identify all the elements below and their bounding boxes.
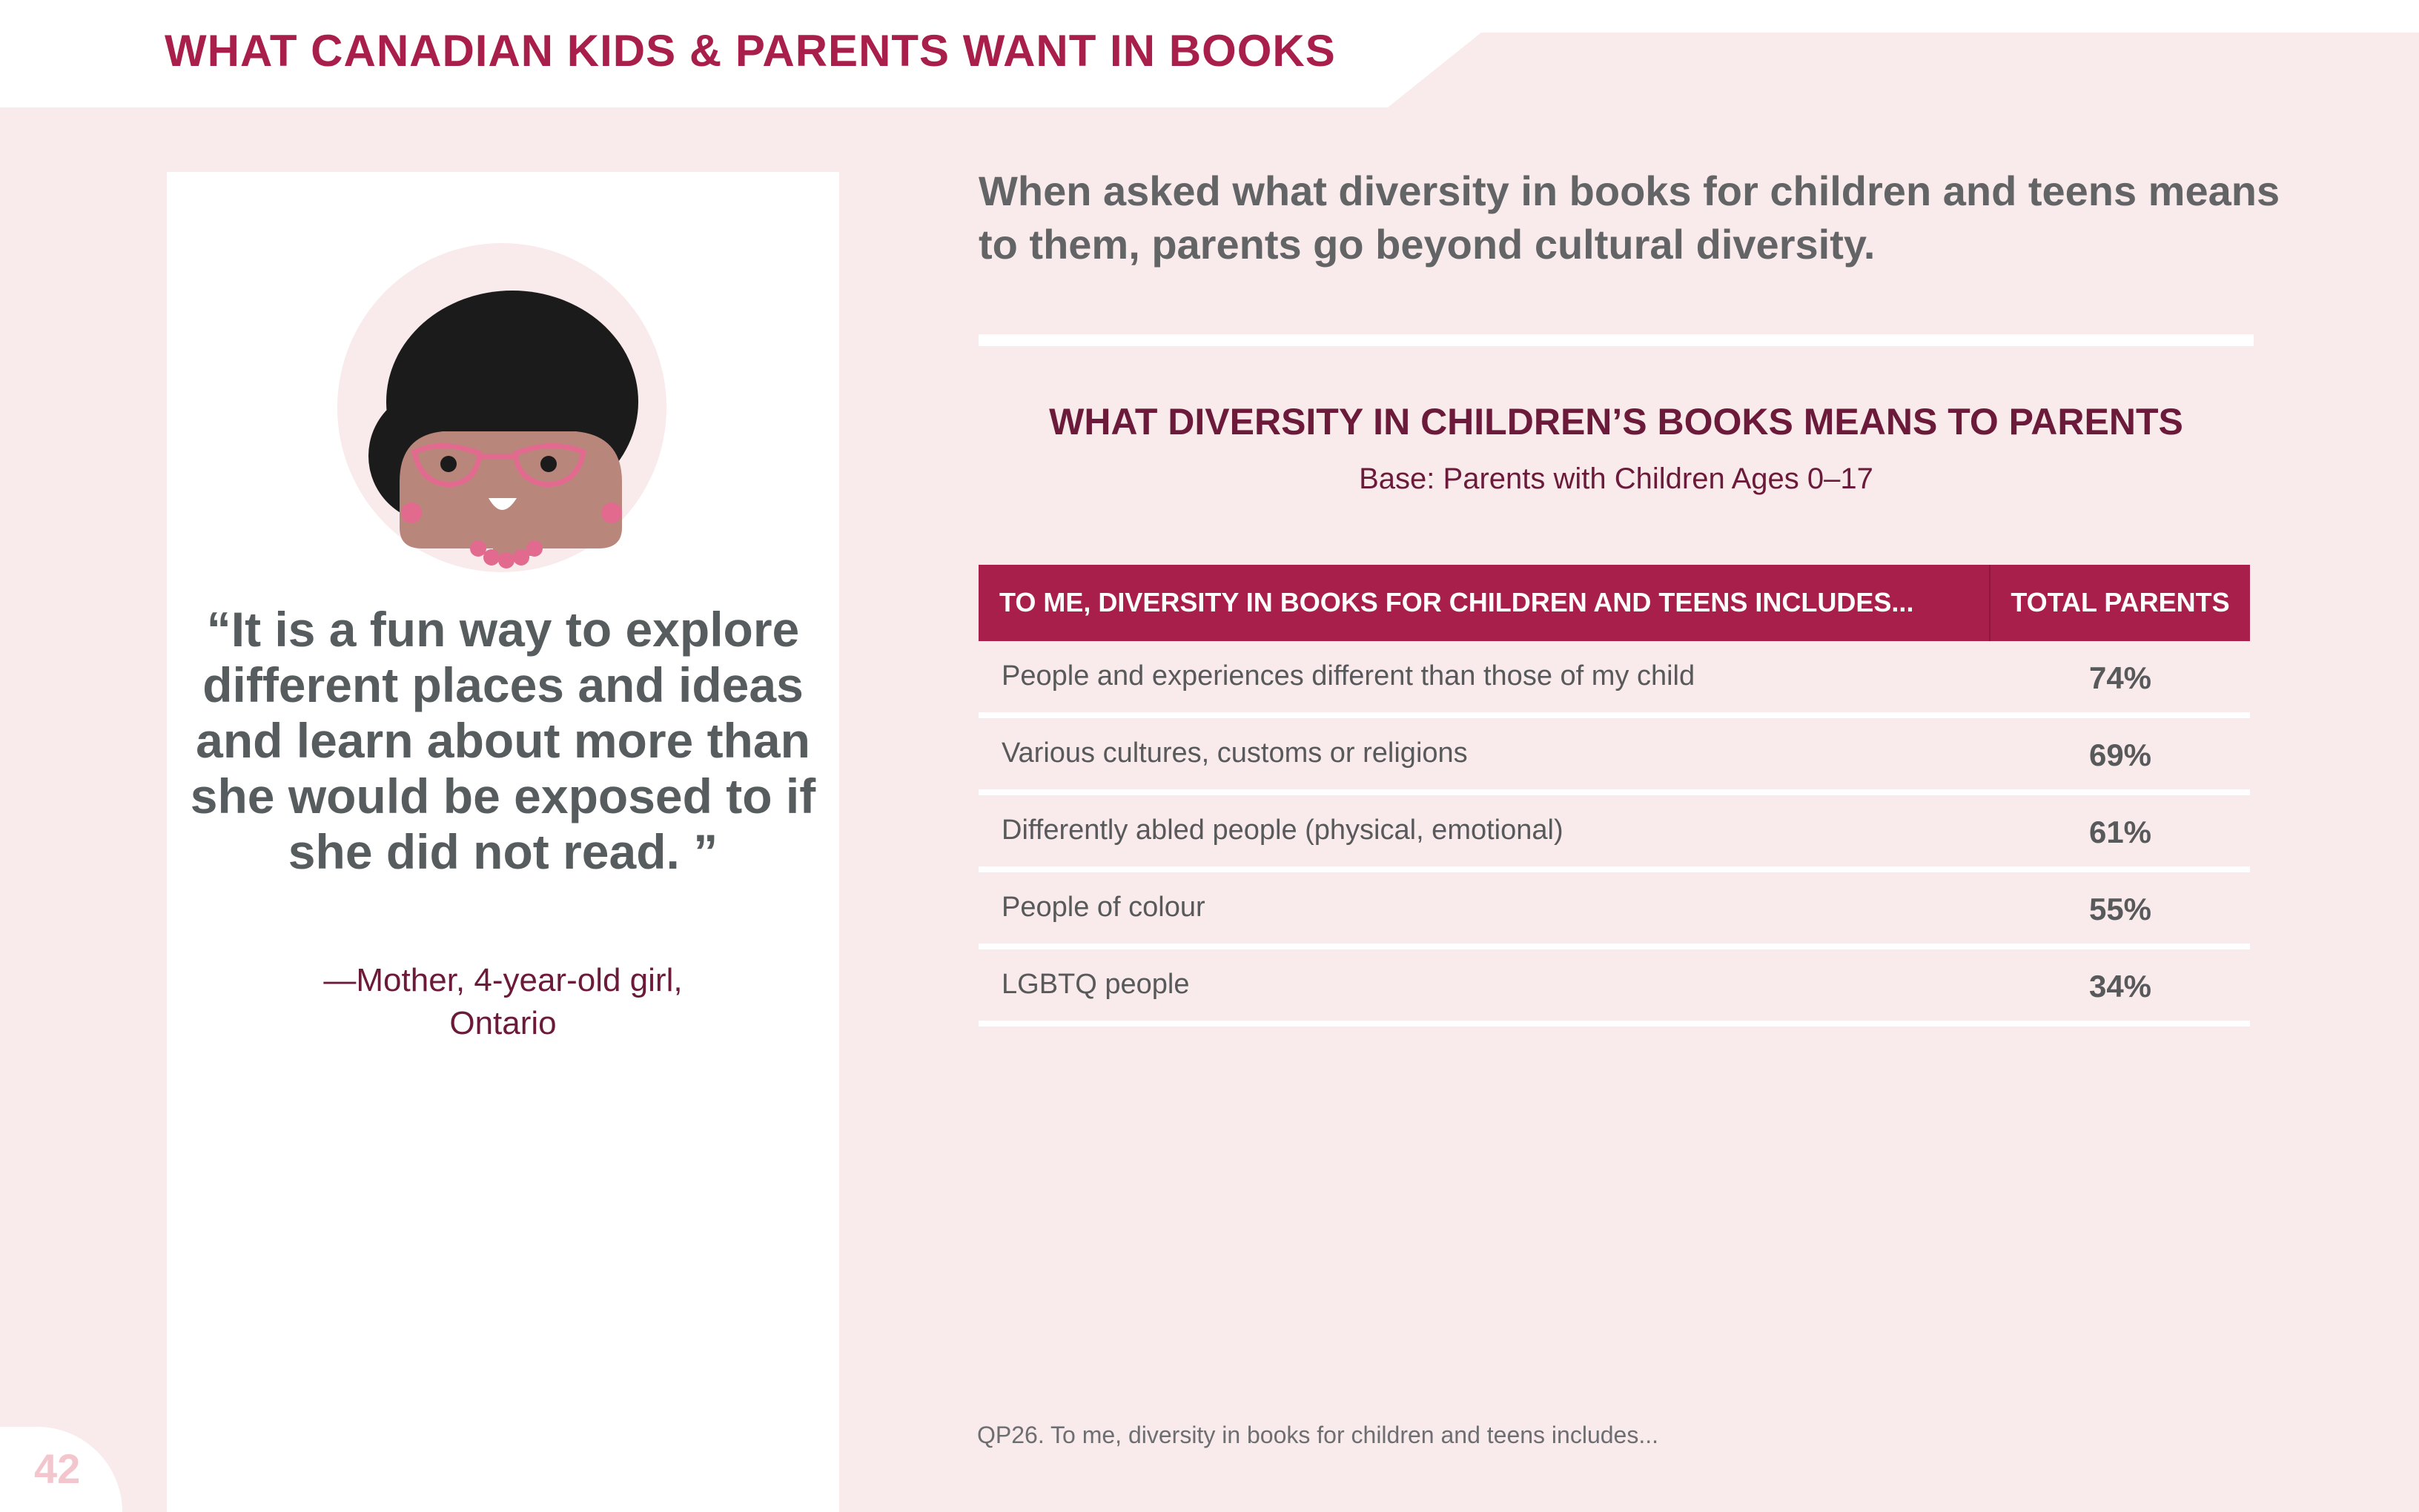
row-value: 69% [2088, 737, 2152, 772]
table-title: WHAT DIVERSITY IN CHILDREN’S BOOKS MEANS TO PARENTS [1049, 401, 2183, 442]
quote-card [167, 172, 839, 1512]
row-label: Differently abled people (physical, emotional) [1002, 815, 1563, 846]
page-title: WHAT CANADIAN KIDS & PARENTS WANT IN BOOKS [165, 26, 1336, 76]
column-header-total: TOTAL PARENTS [2011, 587, 2230, 617]
diversity-table [979, 565, 2250, 1027]
table-row [979, 795, 2250, 872]
attribution-location: Ontario [449, 1005, 557, 1041]
row-value: 74% [2088, 660, 2152, 695]
row-label: People of colour [1002, 892, 1205, 923]
avatar [331, 237, 672, 578]
footnote: QP26. To me, diversity in books for children and teens includes... [977, 1422, 1658, 1448]
row-label: People and experiences different than those of my child [1002, 660, 1695, 692]
row-value: 61% [2088, 815, 2152, 849]
testimonial-quote: “It is a fun way to explore different places and ideas and learn about more than she would be exposed to if she did not read. ” [190, 602, 816, 879]
mother-illustration-icon [331, 237, 672, 578]
lead-paragraph: When asked what diversity in books for children and teens means to them, parents go beyond cultural diversity. [979, 168, 2280, 268]
table-row [979, 872, 2250, 949]
row-label: LGBTQ people [1002, 969, 1190, 1000]
table-subtitle: Base: Parents with Children Ages 0–17 [1359, 462, 1873, 495]
table-row [979, 949, 2250, 1027]
page-number: 42 [34, 1445, 81, 1492]
quote-attribution [167, 959, 839, 1045]
table-row [979, 641, 2250, 718]
row-label: Various cultures, customs or religions [1002, 737, 1468, 769]
attribution-line: —Mother, 4-year-old girl, [323, 962, 683, 998]
table-header-row [979, 565, 2250, 641]
row-value: 55% [2088, 892, 2152, 926]
page-number-tab [0, 1427, 122, 1512]
column-header-statement: TO ME, DIVERSITY IN BOOKS FOR CHILDREN AND TEENS INCLUDES... [999, 587, 1914, 617]
row-value: 34% [2088, 969, 2152, 1004]
table-row [979, 718, 2250, 795]
section-divider [979, 334, 2254, 346]
